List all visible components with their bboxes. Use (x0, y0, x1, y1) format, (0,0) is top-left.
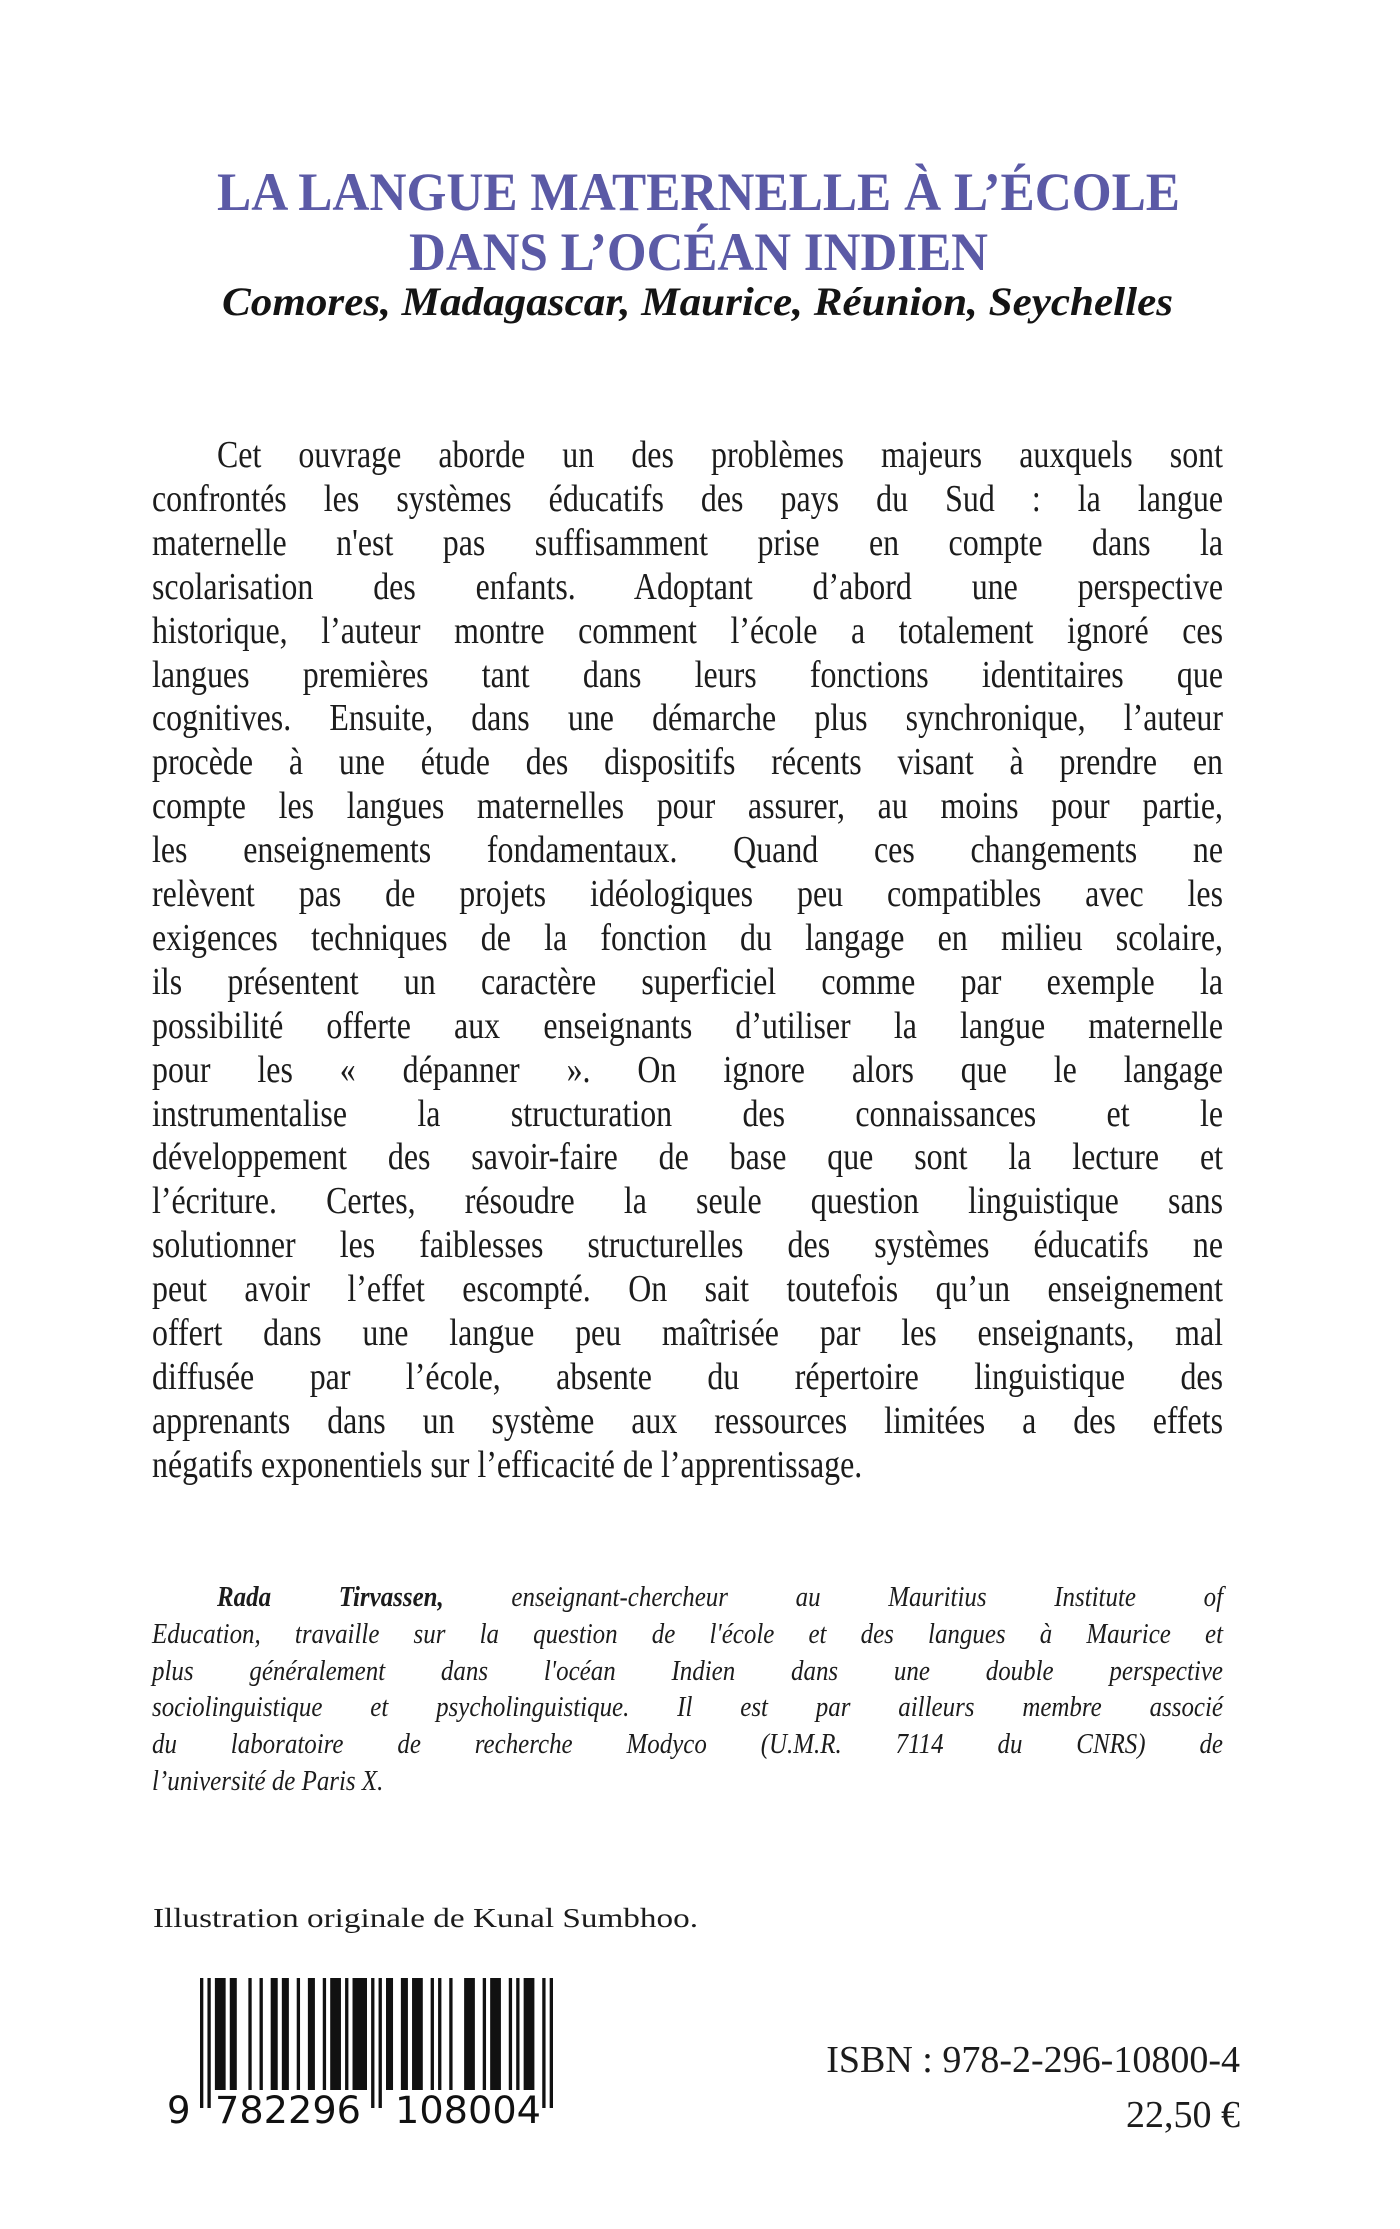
summary-line (152, 916, 1223, 959)
author-bio-line (152, 1730, 1223, 1759)
author-bio-text: enseignant-chercheur au Mauritius Institute of (511, 1581, 1224, 1613)
summary-line-text: instrumentalise la structuration des connaissances et le (152, 1092, 1223, 1135)
summary-line (152, 521, 1223, 564)
summary-line (152, 565, 1223, 608)
summary-line-text: pour les « dépanner ». On ignore alors que le langage (152, 1048, 1223, 1091)
barcode (150, 1970, 570, 2140)
author-bio-line (152, 1654, 1223, 1687)
summary-line-text: négatifs exponentiels sur l’efficacité de l’apprentissage. (152, 1443, 863, 1486)
summary-line-text: cognitives. Ensuite, dans une démarche plus synchronique, l’auteur (152, 697, 1223, 740)
barcode-bar (353, 1978, 367, 2090)
book-title-line-1: LA LANGUE MATERNELLE À L’ÉCOLE (217, 162, 1180, 222)
summary-line-text: ils présentent un caractère superficiel comme par exemple la (152, 960, 1223, 1003)
summary-line (152, 609, 1223, 652)
summary-line-text: procède à une étude des dispositifs récents visant à prendre en (152, 741, 1223, 784)
barcode-bar (323, 1978, 326, 2090)
barcode-bar (271, 1978, 278, 2090)
summary-line (152, 829, 1223, 872)
barcode-guard-bar (550, 1978, 553, 2108)
barcode-bar (282, 1978, 289, 2090)
author-bio-line (152, 1693, 1223, 1722)
author-bio-line-text: sociolinguistique et psycholinguistique. Il est par ailleurs membre associé (152, 1691, 1223, 1724)
author-bio-line (152, 1767, 1223, 1796)
summary-line (152, 741, 1223, 784)
book-subtitle: Comores, Madagascar, Maurice, Réunion, Seychelles (222, 279, 1173, 324)
author-bio-line-text: du laboratoire de recherche Modyco (U.M.R. 7114 du CNRS) de (152, 1728, 1223, 1761)
barcode-bar (330, 1978, 341, 2090)
summary-line (152, 875, 1223, 913)
summary-line-text: scolarisation des enfants. Adoptant d’abord une perspective (152, 565, 1223, 608)
barcode-bar (230, 1978, 237, 2090)
summary-line-text: peut avoir l’effet escompté. On sait toutefois qu’un enseignement (152, 1268, 1223, 1311)
summary-line-text: apprenants dans un système aux ressources limitées a des effets (152, 1399, 1223, 1442)
summary-line (152, 785, 1223, 828)
barcode-bar (438, 1978, 441, 2090)
barcode-digits-left: 782296 (215, 2089, 361, 2132)
barcode-guard-bar (371, 1978, 374, 2108)
author-bio-line-text: l’université de Paris X. (152, 1765, 384, 1797)
barcode-bar (524, 1978, 535, 2090)
barcode-digit-first: 9 (167, 2089, 191, 2132)
illustration-credit: Illustration originale de Kunal Sumbhoo. (153, 1903, 698, 1933)
summary-line (152, 1092, 1223, 1135)
summary-line (152, 1399, 1223, 1442)
summary-line-text: possibilité offerte aux enseignants d’utiliser la langue maternelle (152, 1004, 1223, 1047)
barcode-bar (412, 1978, 423, 2090)
summary-line (152, 697, 1223, 740)
summary-line-text: diffusée par l’école, absente du répertoire linguistique des (152, 1355, 1223, 1398)
summary-line (152, 1355, 1223, 1398)
summary-line-text: offert dans une langue peu maîtrisée par les enseignants, mal (152, 1312, 1223, 1354)
summary-line (152, 653, 1223, 696)
barcode-bar (215, 1978, 226, 2090)
price: 22,50 € (1126, 2094, 1240, 2136)
summary-line-text: développement des savoir-faire de base que sont la lecture et (152, 1136, 1223, 1179)
summary-line-text: Cet ouvrage aborde un des problèmes majeurs auxquels sont (217, 434, 1224, 476)
summary-line (152, 1314, 1223, 1352)
barcode-bar (297, 1978, 300, 2090)
summary-line (152, 1136, 1223, 1179)
author-bio-line-text: Education, travaille sur la question de l'école et des langues à Maurice et (152, 1617, 1223, 1650)
barcode-guard-bar (207, 1978, 210, 2108)
barcode-bar (401, 1978, 408, 2090)
book-title-line-2: DANS L’OCÉAN INDIEN (409, 222, 988, 282)
barcode-bar (464, 1978, 475, 2090)
summary-line (152, 1180, 1223, 1223)
summary-line-text: compte les langues maternelles pour assurer, au moins pour partie, (152, 785, 1223, 828)
summary-line-text: historique, l’auteur montre comment l’école a totalement ignoré ces (152, 609, 1223, 652)
summary-line-text: langues premières tant dans leurs fonctions identitaires que (152, 653, 1223, 696)
summary-line (152, 477, 1223, 520)
summary-line-text: solutionner les faiblesses structurelles des systèmes éducatifs ne (152, 1224, 1223, 1267)
summary-line (152, 1443, 1223, 1486)
barcode-bar (345, 1978, 348, 2090)
summary-line-text: confrontés les systèmes éducatifs des pays du Sud : la langue (152, 477, 1223, 520)
summary-line (152, 1004, 1223, 1047)
barcode-bar (483, 1978, 486, 2090)
barcode-bar (248, 1978, 251, 2090)
isbn: ISBN : 978-2-296-10800-4 (826, 2039, 1240, 2081)
author-name: Rada Tirvassen, (217, 1581, 444, 1613)
summary-line-text: maternelle n'est pas suffisamment prise en compte dans la (152, 521, 1223, 564)
summary-line (152, 960, 1223, 1003)
barcode-guard-bar (379, 1978, 382, 2108)
barcode-bar (516, 1978, 519, 2090)
barcode-digits-right: 108004 (395, 2089, 541, 2132)
summary-line-text: exigences techniques de la fonction du langage en milieu scolaire, (152, 916, 1223, 959)
barcode-bar (509, 1978, 512, 2090)
author-bio-line (217, 1583, 1223, 1612)
summary-line-text: l’écriture. Certes, résoudre la seule question linguistique sans (152, 1180, 1223, 1223)
author-bio-first-line (217, 1583, 1223, 1612)
summary-line (152, 1224, 1223, 1267)
barcode-bar (449, 1978, 452, 2090)
author-bio-line (152, 1617, 1223, 1650)
barcode-bar (260, 1978, 263, 2090)
barcode-bar (490, 1978, 501, 2090)
barcode-guard-bar (200, 1978, 203, 2108)
barcode-bar (308, 1978, 315, 2090)
barcode-guard-bar (542, 1978, 545, 2108)
summary-line (152, 1268, 1223, 1311)
barcode-bar (386, 1978, 393, 2090)
summary-line (152, 1048, 1223, 1091)
summary-line (217, 436, 1223, 474)
barcode-bar (431, 1978, 434, 2090)
author-bio-line-text: plus généralement dans l'océan Indien dans une double perspective (152, 1654, 1223, 1687)
summary-line-text: les enseignements fondamentaux. Quand ces changements ne (152, 829, 1223, 872)
summary-line-text: relèvent pas de projets idéologiques peu compatibles avec les (152, 873, 1223, 915)
